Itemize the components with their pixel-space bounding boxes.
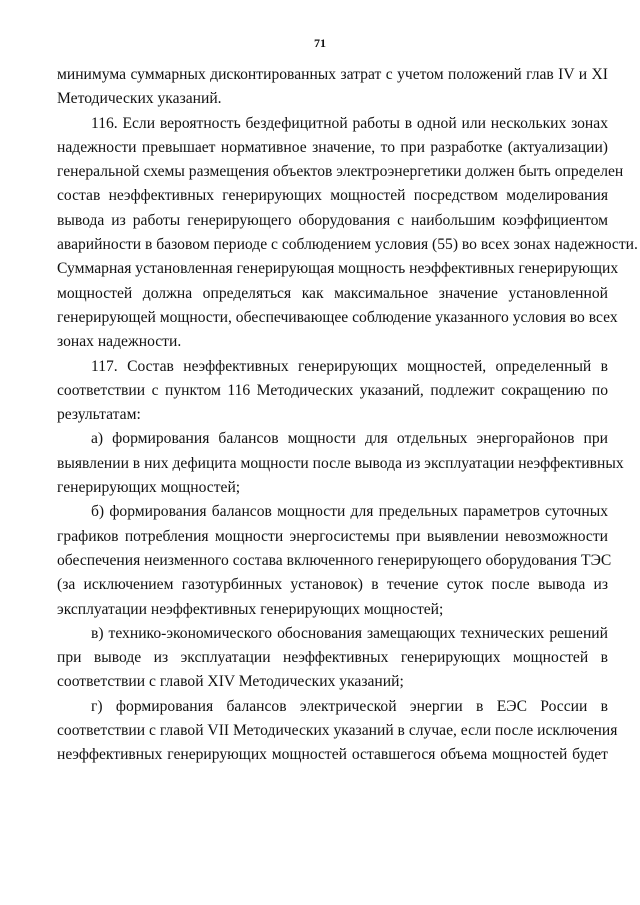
text-line: соответствии с главой XIV Методических указаний; — [57, 673, 404, 691]
text-line: состав неэффективных генерирующих мощностей посредством моделирования — [57, 187, 608, 205]
text-line: Суммарная установленная генерирующая мощность неэффективных генерирующих — [57, 260, 619, 278]
text-line: графиков потребления мощности энергосистемы при выявлении невозможности — [57, 527, 608, 545]
document-body — [57, 63, 638, 768]
text-line: а) формирования балансов мощности для отдельных энергорайонов при — [91, 430, 608, 448]
text-line: генеральной схемы размещения объектов электроэнергетики должен быть определен — [57, 163, 624, 181]
text-line: выявлении в них дефицита мощности после вывода из эксплуатации неэффективных — [57, 454, 624, 472]
text-line: соответствии с главой VII Методических указаний в случае, если после исключения — [57, 722, 618, 740]
text-line: неэффективных генерирующих мощностей оставшегося объема мощностей будет — [57, 746, 608, 764]
text-line: зонах надежности. — [57, 333, 182, 351]
text-line: 117. Состав неэффективных генерирующих мощностей, определенный в — [91, 357, 608, 375]
text-line: в) технико-экономического обоснования замещающих технических решений — [91, 624, 608, 642]
text-line: аварийности в базовом периоде с соблюдением условия (55) во всех зонах надежности. — [57, 236, 638, 254]
text-line: обеспечения неизменного состава включенного генерирующего оборудования ТЭС — [57, 551, 612, 569]
paragraph — [57, 427, 624, 500]
text-line: генерирующих мощностей; — [57, 479, 241, 497]
paragraph — [57, 695, 618, 768]
page-number: 71 — [314, 36, 326, 50]
paragraph — [57, 112, 638, 355]
text-line: мощностей должна определяться как максимальное значение установленной — [57, 284, 608, 302]
text-line: (за исключением газотурбинных установок) в течение суток после вывода из — [57, 576, 608, 594]
text-line: б) формирования балансов мощности для предельных параметров суточных — [91, 503, 608, 521]
text-line: генерирующей мощности, обеспечивающее соблюдение указанного условия во всех — [57, 308, 618, 326]
text-line: Методических указаний. — [57, 90, 222, 108]
text-line: 116. Если вероятность бездефицитной работы в одной или нескольких зонах — [91, 114, 608, 132]
paragraph — [57, 622, 608, 695]
paragraph — [57, 63, 608, 112]
text-line: вывода из работы генерирующего оборудования с наибольшим коэффициентом — [57, 211, 608, 229]
text-line: г) формирования балансов электрической энергии в ЕЭС России в — [91, 697, 608, 715]
text-line: результатам: — [57, 406, 141, 424]
text-line: соответствии с пунктом 116 Методических указаний, подлежит сокращению по — [57, 381, 608, 399]
text-line: надежности превышает нормативное значение, то при разработке (актуализации) — [57, 138, 608, 156]
text-line: минимума суммарных дисконтированных затрат с учетом положений глав IV и XI — [57, 66, 608, 83]
paragraph — [57, 355, 608, 428]
paragraph — [57, 500, 612, 621]
text-line: при выводе из эксплуатации неэффективных генерирующих мощностей в — [57, 649, 608, 667]
text-line: эксплуатации неэффективных генерирующих мощностей; — [57, 600, 444, 618]
